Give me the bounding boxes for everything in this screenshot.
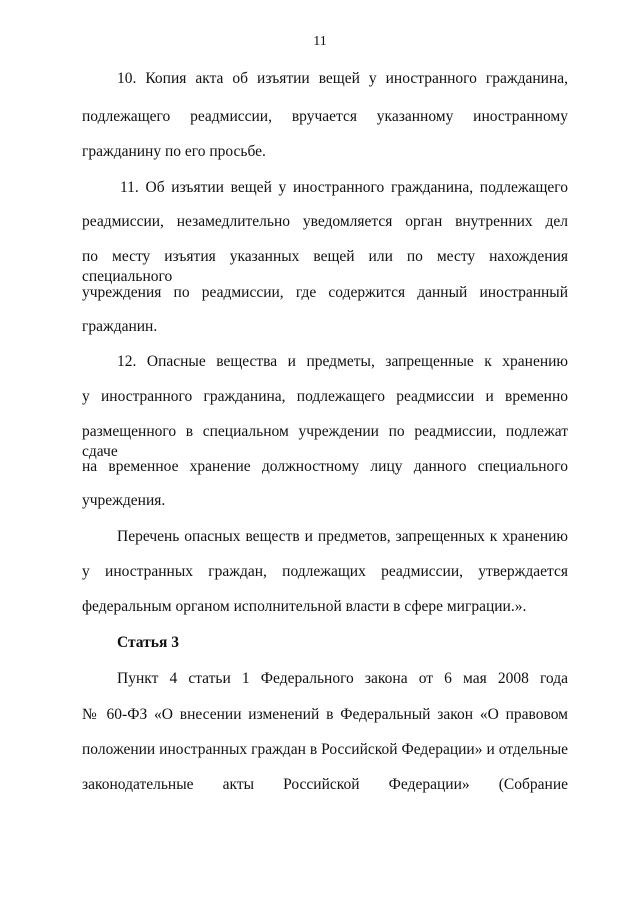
list-paragraph-line-3: федеральным органом исполнительной власти в сфере миграции.». xyxy=(82,598,527,615)
paragraph-11-line-3: по месту изъятия указанных вещей или по месту нахождения специального xyxy=(82,248,568,285)
paragraph-12-line-5: учреждения. xyxy=(82,492,166,509)
paragraph-10-line-3: гражданину по его просьбе. xyxy=(82,143,266,160)
article-paragraph-line-2: № 60-ФЗ «О внесении изменений в Федеральный закон «О правовом xyxy=(82,706,568,723)
paragraph-10-line-1: 10. Копия акта об изъятии вещей у иностранного гражданина, xyxy=(117,70,568,87)
paragraph-10-line-2: подлежащего реадмиссии, вручается указанному иностранному xyxy=(82,108,568,125)
paragraph-11-line-4: учреждения по реадмиссии, где содержится данный иностранный xyxy=(82,284,568,301)
list-paragraph-line-1: Перечень опасных веществ и предметов, запрещенных к хранению xyxy=(117,528,568,545)
paragraph-12-line-4: на временное хранение должностному лицу данного специального xyxy=(82,458,568,475)
article-heading: Статья 3 xyxy=(117,634,179,651)
paragraph-12-line-1: 12. Опасные вещества и предметы, запрещенные к хранению xyxy=(117,353,568,370)
article-paragraph-line-1: Пункт 4 статьи 1 Федерального закона от 6 мая 2008 года xyxy=(117,670,568,687)
list-paragraph-line-2: у иностранных граждан, подлежащих реадмиссии, утверждается xyxy=(82,563,568,580)
paragraph-12-line-3: размещенного в специальном учреждении по реадмиссии, подлежат сдаче xyxy=(82,423,568,460)
paragraph-12-line-2: у иностранного гражданина, подлежащего реадмиссии и временно xyxy=(82,388,568,405)
page-number: 11 xyxy=(313,34,327,49)
paragraph-11-line-5: гражданин. xyxy=(82,318,158,335)
article-paragraph-line-3: положении иностранных граждан в Российской Федерации» и отдельные xyxy=(82,741,568,758)
paragraph-11-line-2: реадмиссии, незамедлительно уведомляется орган внутренних дел xyxy=(82,213,568,230)
article-paragraph-line-4: законодательные акты Российской Федерации» (Собрание xyxy=(82,776,568,793)
paragraph-11-line-1: 11. Об изъятии вещей у иностранного гражданина, подлежащего xyxy=(120,179,568,196)
